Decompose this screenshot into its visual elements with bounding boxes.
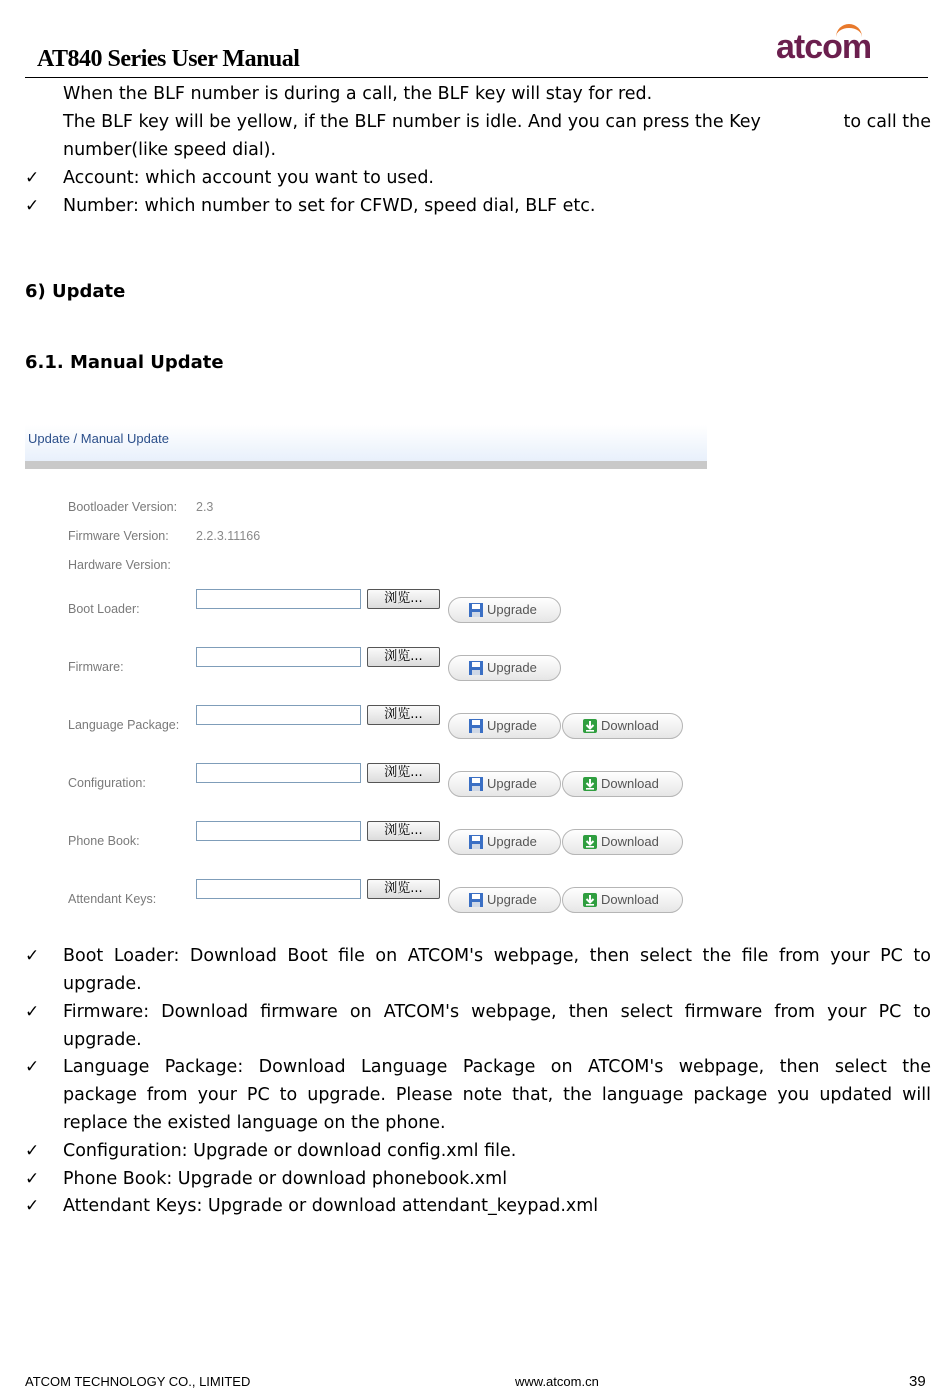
note-configuration: Configuration: Upgrade or download config.xml file.	[63, 1141, 517, 1161]
page-number: 39	[909, 1373, 926, 1390]
save-icon	[469, 603, 483, 617]
configuration-upgrade-button[interactable]: Upgrade	[448, 771, 561, 797]
section-heading: 6) Update	[25, 281, 126, 302]
download-icon	[583, 719, 597, 733]
download-icon	[583, 777, 597, 791]
note-language-package-cont2: replace the existed language on the phone.	[63, 1113, 446, 1133]
attendant-keys-file-input[interactable]	[196, 879, 361, 899]
attendant-keys-label: Attendant Keys:	[68, 892, 157, 906]
note-firmware: Firmware: Download firmware on ATCOM's webpage, then select firmware from your PC to	[63, 1002, 931, 1022]
language-package-label: Language Package:	[68, 718, 180, 732]
attendant-keys-upgrade-button[interactable]: Upgrade	[448, 887, 561, 913]
firmware-upgrade-button[interactable]: Upgrade	[448, 655, 561, 681]
bullet-number: Number: which number to set for CFWD, speed dial, BLF etc.	[63, 196, 596, 216]
check-icon: ✓	[25, 1196, 40, 1216]
phone-book-file-input[interactable]	[196, 821, 361, 841]
check-icon: ✓	[25, 1169, 40, 1189]
save-icon	[469, 777, 483, 791]
firmware-browse-button[interactable]: 浏览...	[367, 647, 440, 667]
attendant-keys-download-button[interactable]: Download	[562, 887, 683, 913]
save-icon	[469, 893, 483, 907]
phone-book-download-button[interactable]: Download	[562, 829, 683, 855]
configuration-browse-button[interactable]: 浏览...	[367, 763, 440, 783]
configuration-file-input[interactable]	[196, 763, 361, 783]
check-icon: ✓	[25, 1002, 40, 1022]
save-icon	[469, 661, 483, 675]
download-icon	[583, 835, 597, 849]
configuration-label: Configuration:	[68, 776, 146, 790]
phone-book-upgrade-button[interactable]: Upgrade	[448, 829, 561, 855]
download-icon	[583, 893, 597, 907]
firmware-version-label: Firmware Version:	[68, 529, 169, 543]
atcom-logo: atcom	[776, 28, 871, 67]
hardware-version-label: Hardware Version:	[68, 558, 171, 572]
note-language-package-cont: package from your PC to upgrade. Please note that, the language package you updated will	[63, 1085, 931, 1105]
bootloader-version-value: 2.3	[196, 500, 214, 514]
boot-loader-file-input[interactable]	[196, 589, 361, 609]
footer-website: www.atcom.cn	[515, 1374, 599, 1389]
intro-line-2: The BLF key will be yellow, if the BLF number is idle. And you can press the Key to call the	[63, 112, 931, 132]
firmware-version-value: 2.2.3.11166	[196, 529, 261, 543]
save-icon	[469, 719, 483, 733]
boot-loader-upgrade-button[interactable]: Upgrade	[448, 597, 561, 623]
check-icon: ✓	[25, 1057, 40, 1077]
note-phone-book: Phone Book: Upgrade or download phonebook.xml	[63, 1169, 508, 1189]
phone-book-label: Phone Book:	[68, 834, 140, 848]
note-boot-loader: Boot Loader: Download Boot file on ATCOM's webpage, then select the file from your PC to	[63, 946, 931, 966]
boot-loader-label: Boot Loader:	[68, 602, 140, 616]
manual-title: AT840 Series User Manual	[37, 46, 300, 72]
phone-book-browse-button[interactable]: 浏览...	[367, 821, 440, 841]
intro-line-1: When the BLF number is during a call, the BLF key will stay for red.	[63, 84, 653, 104]
footer-company: ATCOM TECHNOLOGY CO., LIMITED	[25, 1374, 251, 1389]
breadcrumb: Update / Manual Update	[28, 431, 169, 446]
intro-line-3: number(like speed dial).	[63, 140, 277, 160]
header-rule	[25, 77, 928, 78]
firmware-label: Firmware:	[68, 660, 124, 674]
note-boot-loader-cont: upgrade.	[63, 974, 142, 994]
firmware-file-input[interactable]	[196, 647, 361, 667]
language-package-upgrade-button[interactable]: Upgrade	[448, 713, 561, 739]
subsection-heading: 6.1. Manual Update	[25, 352, 224, 373]
panel-divider	[25, 461, 707, 469]
note-language-package: Language Package: Download Language Package on ATCOM's webpage, then select the	[63, 1057, 931, 1077]
boot-loader-browse-button[interactable]: 浏览...	[367, 589, 440, 609]
save-icon	[469, 835, 483, 849]
check-icon: ✓	[25, 946, 40, 966]
check-icon: ✓	[25, 168, 40, 188]
check-icon: ✓	[25, 1141, 40, 1161]
bullet-account: Account: which account you want to used.	[63, 168, 434, 188]
check-icon: ✓	[25, 196, 40, 216]
language-package-download-button[interactable]: Download	[562, 713, 683, 739]
note-attendant-keys: Attendant Keys: Upgrade or download attendant_keypad.xml	[63, 1196, 599, 1216]
configuration-download-button[interactable]: Download	[562, 771, 683, 797]
language-package-file-input[interactable]	[196, 705, 361, 725]
attendant-keys-browse-button[interactable]: 浏览...	[367, 879, 440, 899]
language-package-browse-button[interactable]: 浏览...	[367, 705, 440, 725]
note-firmware-cont: upgrade.	[63, 1030, 142, 1050]
bootloader-version-label: Bootloader Version:	[68, 500, 178, 514]
